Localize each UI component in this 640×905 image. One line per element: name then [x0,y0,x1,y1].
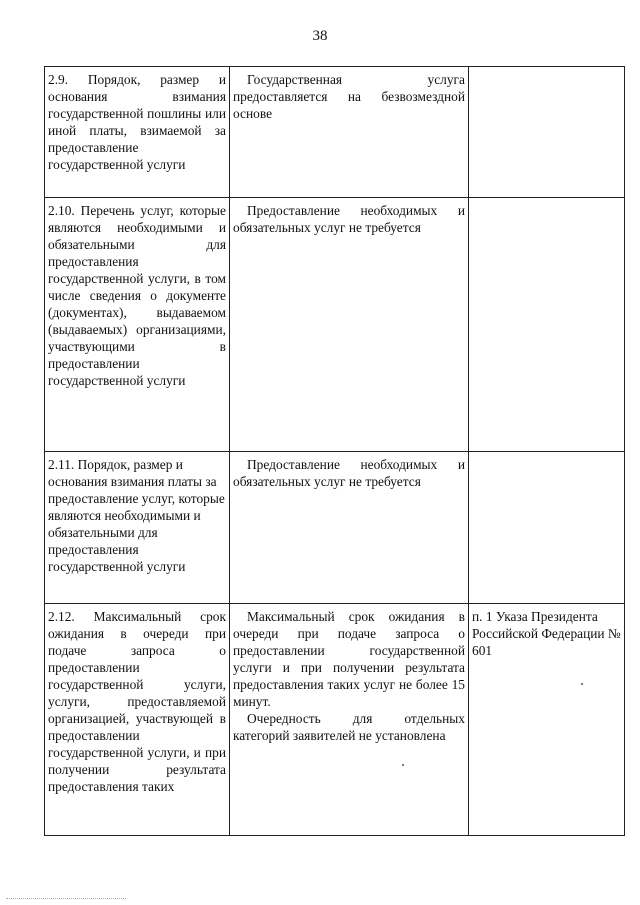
scan-speck [581,683,583,685]
row-description-cell [230,198,469,452]
scan-artifact [6,898,126,903]
description-paragraph: Очередность для отдельных категорий заявителей не установлена [233,711,465,743]
row-description-cell [230,452,469,604]
row-name-cell: 2.10. Перечень услуг, которые являются необходимыми и обязательными для предоставления государственной услуги, в том числе сведения о документе (документах), выдаваемом (выдаваемых) организациями, участвующими в предоставлении государственной услуги [45,198,230,452]
regulation-table [44,66,625,836]
table-row [45,198,625,452]
row-name-cell: 2.11. Порядок, размер и основания взимания платы за предоставление услуг, которые являются необходимыми и обязательными для предоставления государственной услуги [45,452,230,604]
row-basis-cell [469,452,625,604]
table-row [45,452,625,604]
description-paragraph: Предоставление необходимых и обязательных услуг не требуется [233,457,465,489]
description-paragraph: Предоставление необходимых и обязательных услуг не требуется [233,203,465,235]
scan-speck [402,764,404,766]
row-name-cell: 2.12. Максимальный срок ожидания в очереди при подаче запроса о предоставлении государственной услуги, услуги, предоставляемой организацией, участвующей в предоставлении государственной услуги, и при получении результата предоставления таких [45,604,230,836]
row-basis-cell [469,67,625,198]
row-description-cell [230,67,469,198]
row-name-cell: 2.9. Порядок, размер и основания взимания государственной пошлины или иной платы, взимаемой за предоставление государственной услуги [45,67,230,198]
row-basis-cell: п. 1 Указа Президента Российской Федерации № 601 [469,604,625,836]
page-number: 38 [312,28,328,44]
row-basis-cell [469,198,625,452]
table-row [45,67,625,198]
table-row [45,604,625,836]
row-description-cell [230,604,469,836]
description-paragraph: Государственная услуга предоставляется на безвозмездной основе [233,72,465,121]
description-paragraph: Максимальный срок ожидания в очереди при подаче запроса о предоставлении государственной услуги и при получении результата предоставления таких услуг не более 15 минут. [233,609,465,709]
